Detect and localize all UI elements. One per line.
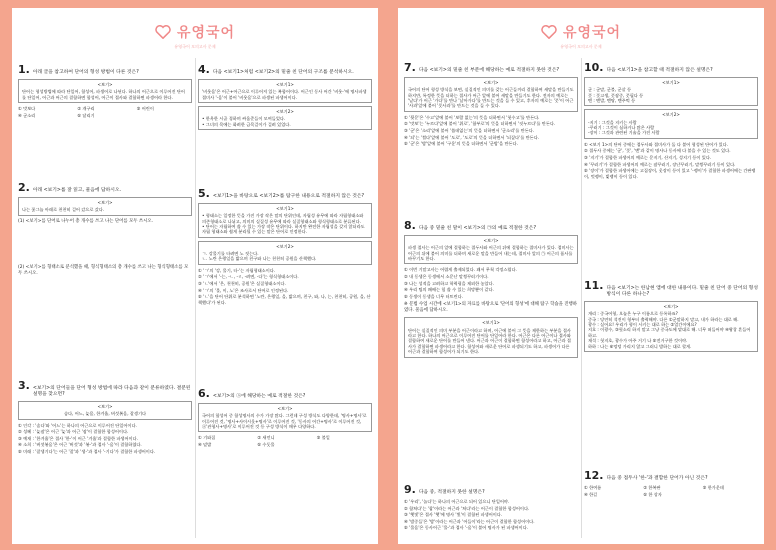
choice: ⑤ 한 상자 bbox=[643, 491, 662, 497]
logo-subtitle: 유영국어 모의고사 문제 bbox=[174, 44, 216, 49]
question-number: 11. bbox=[584, 279, 604, 292]
box-line: 맨 : 맨발, 맨땅, 맨주먹 등 bbox=[588, 98, 636, 104]
choice: ④ 군소리 bbox=[18, 112, 36, 118]
choice: ③ 한가운데 bbox=[702, 485, 724, 490]
choice: ② 내 동생은 동생에서 소문난 말썽꾸러기이다. bbox=[404, 274, 489, 280]
box-title: <보기> bbox=[277, 406, 293, 411]
question-text: <보기>의 단어들을 단어 형성 방법에 따라 다음과 같이 분류하였다. 결분된 설명을 찾으면? bbox=[32, 386, 191, 397]
question-8 bbox=[404, 220, 578, 358]
question-number: 2. bbox=[18, 181, 30, 194]
box-title: <보기2> bbox=[662, 112, 680, 118]
question-5 bbox=[198, 188, 372, 305]
box-text: 국어의 단어 형성 방식을 보면, 실질적인 의미를 갖는 어근들끼리 결합하여 새말을 만들기도 하지만, 특정한 뜻을 더하는 접사가 어근 앞에 붙어 새말을 만들기도 한다. 전자의 예로는 '날다'가 어근 '가다'를 만나 '날아가다'를 만드는 것을 들 수 있고, 후자의 예로는 '풋'이 어근 '사과'앞에 붙어 '풋사과'를 만드는 것을 들 수 있다. bbox=[408, 87, 574, 109]
box-title: <보기1> bbox=[662, 80, 680, 85]
choice: ② 'ㄱ'에서 '-는, -ㄴ, -ㄹ, -려면, -다'는 형식형태소이다. bbox=[198, 274, 299, 280]
choice: ② 한복판 bbox=[643, 485, 661, 490]
question-number: 8. bbox=[404, 219, 416, 232]
example-box bbox=[198, 403, 372, 432]
choice: ③ 어린이 bbox=[136, 106, 154, 112]
box-text: 솜다, 어느, 늦몸, 한겨울, 버섯볶음, 잘생기다 bbox=[63, 411, 147, 417]
box-title: <보기1> bbox=[482, 320, 500, 326]
box-line: ㄴ. 노란 은행잎을 밟으며 친구와 나는 천천히 공원을 산책했다. bbox=[202, 256, 317, 262]
question-number: 10. bbox=[584, 61, 604, 74]
example-box bbox=[404, 235, 578, 264]
choice: ④ 'ㄱ'의 '물, 이, 노'은 조사로서 단어로 인정된다. bbox=[198, 287, 289, 293]
instruction-note: ※ 문법 수업 시간에 <보기1>의 자료를 바탕으로 '단어의 형성'에 대해 탐구 학습을 진행하였다. 물음에 답하시오. bbox=[404, 302, 577, 314]
question-number: 12. bbox=[584, 469, 604, 482]
choice: ① 이번 기말고사는 어렵게 출제되었다. 꽤서 무척 걱정스럽다. bbox=[404, 267, 517, 273]
box-text: 파생 접사는 어근의 앞에 결합하는 접두사와 어근의 뒤에 결합하는 접미사가 있다. 접미사는 어근의 뒤에 붙어 의미를 더하며 새로운 말을 만들어 내는데, 접미사 앞의 ㉠ 어근의 품사를 바꾸기도 한다. bbox=[408, 245, 574, 262]
question-6 bbox=[198, 388, 372, 448]
box-line: 지호 : 이광수, ③헛소리 하지 말고 그냥 중국도에 맡대로 해. 너무 떠들어야 ④왕창 흔들어하고. bbox=[588, 327, 751, 338]
choice: ① 맛보다 bbox=[18, 106, 36, 112]
choice: ④ 우리 팀의 패배는 힘 쓸 수 있는 희망뿐이 같다. bbox=[404, 287, 494, 293]
choice: ② 합쳐다'는 '찹'이라는 어근과 '쳐다'라는 어근이 결합한 합성어이다. bbox=[404, 505, 530, 511]
question-text: 다음 중 밑줄 친 말이 <보기>의 ㉠의 예로 적절한 것은? bbox=[418, 226, 536, 231]
choice: ④ '되'는 '썰다'앞에 붙어 '도로', '도로'의 뜻을 더하면서 '되짚다'를 만든다. bbox=[404, 134, 540, 140]
page-right bbox=[398, 8, 764, 544]
example-box bbox=[198, 203, 372, 238]
choice: ⑤ 미래 : '잘생기다'는 어근 '잘'과 '생-'과 접사 '-기다'가 결합한 파생어이다. bbox=[18, 448, 156, 454]
box-line: • 단어는 자립하여 쓸 수 있는 가장 작은 단위이다. 하지만 완전한 자립성을 갖지 않더라도 자립 형태소와 쉽게 분리될 수 있는 말은 단어로 인정한다. bbox=[202, 224, 365, 235]
question-number: 3. bbox=[18, 379, 30, 392]
question-number: 1. bbox=[18, 63, 30, 76]
choice: ① <보기 1>의 단어 중에는 접두사와 접미사가 둘 다 붙어 형성된 단어가 있다. bbox=[584, 141, 729, 147]
choice-list bbox=[584, 485, 758, 497]
choice: ④ 한길 bbox=[584, 491, 598, 497]
box-text: 단어는 형성방법에 따라 단일어, 합성어, 파생어로 나뉜다. 하나의 어근으로 이루어진 단어를 단일어, 어근과 어근의 결합하면 합성어, 어근이 접사와 결합하면 파생어라 한다. bbox=[22, 89, 185, 100]
choice-list bbox=[198, 435, 372, 447]
question-text: <보기>의 ⓐ에 해당하는 예로 적절한 것은? bbox=[212, 394, 306, 399]
box-line: 하하 : 나는 ⑥엉덩 가리지 않고 그러니 밤하는 대로 할게. bbox=[588, 343, 692, 349]
question-7 bbox=[404, 62, 578, 147]
box-line: -장이 : 그것과 관련된 기술을 가진 사람 bbox=[588, 130, 660, 136]
example-box bbox=[198, 106, 372, 130]
choice-list bbox=[198, 268, 372, 306]
box-line: • 그녀의 목에는 화려한 금목걸이가 걸려 있었다. bbox=[202, 121, 291, 127]
choice: ① 기와집 bbox=[198, 435, 216, 441]
box-title: <보기> bbox=[483, 238, 499, 243]
question-number: 5. bbox=[198, 187, 210, 200]
choice: ⑤ 동생이 동생을 너무 터트린다. bbox=[404, 293, 463, 299]
question-text: 아래 글을 참고하여 단어의 형성 방법이 다른 것은? bbox=[32, 70, 139, 75]
question-text: 다음 <보기1>처럼 <보기2>의 밑줄 친 단어의 구조를 분석하시오. bbox=[212, 70, 354, 75]
question-text: <보기1>을 바탕으로 <보기2>를 탐구한 내용으로 적절하지 않은 것은? bbox=[212, 194, 365, 199]
choice: ③ 나는 성적을 고려하고 학력평을 제외한 놓았다. bbox=[404, 280, 494, 286]
choice-list bbox=[404, 267, 578, 299]
choice: ③ 볼일 bbox=[316, 435, 330, 441]
example-box bbox=[198, 79, 372, 103]
example-box bbox=[404, 77, 578, 112]
box-line: • 한옥한 시골 경하며 싸움준들이 모여들었다. bbox=[202, 116, 286, 122]
question-number: 7. bbox=[404, 61, 416, 74]
choice: ③ '지기'가 결합한 파생어의 예로는 문지기, 산지기, 성지기 등이 있다. bbox=[584, 155, 712, 161]
box-line: 중국 : 당연히 석진이 형부터 출력해야. 다른 ①군말하지 말고, 내가 하라는 대로 해. bbox=[588, 316, 739, 322]
box-line: 재석 : 헛지호, 광수가 아주 거기 나 ⑤전거구한 것이야. bbox=[588, 338, 688, 344]
box-line: 풋 : 풋고생, 풋잠중, 풋필다 등 bbox=[588, 92, 644, 98]
example-box bbox=[584, 301, 758, 352]
box-title: <보기1> bbox=[276, 82, 294, 87]
example-box bbox=[404, 317, 578, 357]
choice: ⑤ 달리기 bbox=[77, 112, 95, 118]
choice: ① '뒷문'은 '수고'앞에 붙어 '보람 없는'의 뜻을 더하면서 '헛수고'를 만든다. bbox=[404, 114, 540, 120]
sub-question: (1) <보기>를 단어로 나누어 총 개수를 쓰고 나는 단어를 모두 쓰시오. bbox=[18, 218, 153, 224]
choice-list bbox=[404, 499, 578, 531]
heart-logo-icon bbox=[541, 25, 557, 39]
page-left bbox=[12, 8, 378, 544]
choice-list bbox=[18, 106, 192, 118]
box-title: <보기> bbox=[97, 82, 113, 87]
choice: ③ '햇빛'은 접사 '햇'에 명사 '빛'이 결합된 파생어이다. bbox=[404, 512, 503, 518]
choice: ⑤ '군'은 '밤'앞에 붙어 '구운'의 뜻을 더하면서 '군밤'을 만든다. bbox=[404, 141, 518, 147]
question-text: 다음 중, 적절하지 못한 설명은? bbox=[418, 490, 485, 495]
choice: ① '우리', '놀다'는 하나의 어근으로 되어 있으니 단일어야. bbox=[404, 499, 510, 504]
choice: ④ 소희 : '버섯볶음'은 어근 '버섯'과 '볶-'과 접사 '-음'이 결합하였다. bbox=[18, 442, 142, 448]
choice: ① 한여름 bbox=[584, 485, 602, 490]
question-11 bbox=[584, 280, 758, 352]
example-box bbox=[18, 79, 192, 103]
box-text: 국어의 합성어 중 합성명사의 수가 가장 많다. 그런데 구성 방식도 다양한데, '명사+명사'로 이루어진 것, '명사+사이시옷+명사'로 이루어진 것, '동사의 어간+명사'로 이루어진 것, ⓐ'관형사+명사'로 이루어진 것 등 구성 방식이 매우 다양하다. bbox=[202, 413, 367, 430]
logo-text: 유영국어 bbox=[562, 25, 622, 41]
box-title: <보기1> bbox=[276, 206, 294, 211]
box-title: <보기2> bbox=[276, 109, 294, 115]
logo bbox=[398, 22, 764, 50]
box-text: '비웃음'은 어근+어근으로 이루어져 있는 복합어이다. 어근인 동사 어간 '비웃-'에 명사파생접미사 '-음'이 붙어 '비웃음'으로 파생된 파생어이다. bbox=[202, 89, 367, 100]
choice-list bbox=[404, 115, 578, 147]
choice: ③ 예재 : '한겨울'은 접사 '한-'이 어근 '겨울'과 결합한 파생어이다. bbox=[18, 435, 138, 441]
choice: ⑤ '장이'가 결합한 파생어에는 고집장이, 옷장이 등이 있고 '-쟁이'가 결합한 파생어에는 간판쟁이, 멋쟁이, 빚쟁이 등이 있다. bbox=[584, 168, 756, 179]
logo-text: 유영국어 bbox=[176, 25, 236, 41]
box-line: • 형태소는 일정한 뜻을 가진 가장 작은 말의 단위인데, 자립성 유무에 따라 자립형태소와 의존형태소로 나뉘고, 의미의 실질성 유무에 따라 실질형태소와 형식형태소로 분류된다. bbox=[202, 213, 364, 224]
question-text: 다음 <보기>는 한남현 앱에 대한 내용이다. 밑줄 친 단어 중 단어의 형성 방식이 다른 하나는? bbox=[606, 286, 758, 297]
logo bbox=[12, 22, 378, 50]
question-4 bbox=[198, 64, 372, 130]
box-line: ㄱ. 강물기를 타려면 노 젓는다. bbox=[202, 251, 259, 257]
box-title: <보기> bbox=[483, 80, 499, 85]
choice: ② 새언니 bbox=[257, 435, 275, 441]
choice: ① 'ㄱ'의 '강, 물기, 타-'는 자립형태소이다. bbox=[198, 267, 276, 273]
question-10 bbox=[584, 62, 758, 179]
box-text: 단어는 실질적인 의미 부분을 어근이라고 하며, 어근에 붙어 그 뜻을 제한하는 부분을 접사라고 한다. 하나의 어근으로 이루어진 단어를 단일어라 한다. 어근은 다른 어근이나 접사와 결합하여 새로운 단어를 만들어 낸다. 어근과 어근이 결합하면 합성어라고 하고, 어근과 접사가 결합하면 파생어라고 한다. 합성어와 새로운 단어로 파생되기도 하고, 파생어가 다른 어근과 결합하여 합성어가 되기도 한다. bbox=[408, 327, 571, 355]
question-1 bbox=[18, 64, 192, 118]
choice: ② 접두사 중에는 '군', '풋', '맨'과 같이 명사나 동사에 다 붙을 수 있는 것도 있다. bbox=[584, 148, 731, 154]
box-title: <보기> bbox=[663, 304, 679, 309]
choice: ② 성혜 : '늦잠'은 어근 '늦'과 어근 '잠'이 결합한 합성어이다. bbox=[18, 429, 129, 435]
question-3 bbox=[18, 380, 192, 455]
logo-subtitle: 유영국어 모의고사 문제 bbox=[560, 44, 602, 49]
example-box bbox=[584, 109, 758, 138]
box-line: 광수 : 실어요! 우리가 형이 시키는 대로 하는 ②얼간이에요? bbox=[588, 322, 697, 328]
choice: ① 인각 : '솜다'와 '어느'는 하나의 어근으로 이루어진 단일어이다. bbox=[18, 422, 137, 428]
question-9 bbox=[404, 484, 578, 531]
choice: ④ '밤중들'은 '밤'이라는 어근과 '어들이'라는 어근이 결합한 합성어이다. bbox=[404, 518, 535, 524]
choice-list bbox=[584, 142, 758, 180]
choice: ③ 'ㄴ'에서 '은, 천천히, 공원'은 실질형태소이다. bbox=[198, 281, 286, 287]
box-line: -지기 : 그것을 지키는 사람 bbox=[588, 119, 637, 125]
choice-list bbox=[18, 423, 192, 455]
question-text: 다음 중 접두사 '한-'과 결합한 단어가 아닌 것은? bbox=[606, 476, 708, 481]
heart-logo-icon bbox=[155, 25, 171, 39]
choice: ④ '꾸러기'가 결합한 파생어의 예로는 잠꾸러기, 장난꾸러기, 말썽꾸러기 등이 있다. bbox=[584, 161, 736, 167]
choice: ⑤ 수돗물 bbox=[257, 442, 275, 448]
question-text: 다음 <보기>의 밑줄 친 부분에 해당하는 예로 적절하지 못한 것은? bbox=[418, 68, 559, 73]
question-number: 9. bbox=[404, 483, 416, 496]
choice: ⑤ 'ㄴ'을 단어 단위로 분석하면 '노란, 은행잎, 을, 밟으며, 친구, 와, 나, 는, 천천히, 공원, 을, 산책했다'가 된다. bbox=[198, 294, 371, 305]
box-title: <보기2> bbox=[276, 243, 294, 249]
example-box bbox=[18, 197, 192, 216]
choice: ③ '군'은 '소리'앞에 붙어 '쓸데없는'의 뜻을 더하면서 '군소리'를 만든다. bbox=[404, 128, 535, 134]
question-text: 아래 <보기>를 잘 읽고, 물음에 답하시오. bbox=[32, 188, 122, 193]
example-box bbox=[584, 77, 758, 106]
box-line: -꾸러기 : 그것이 심하거나 많은 사람 bbox=[588, 125, 655, 131]
box-title: <보기> bbox=[97, 404, 113, 409]
question-text: 다음 <보기1>을 참고할 때 적절하지 않은 설명은? bbox=[606, 68, 713, 73]
choice: ② '맛보'는 '누르다'앞에 붙어 '위로', '함부로'의 뜻을 더하면서 '짓누르다'를 만든다. bbox=[404, 121, 556, 127]
sub-question: (2) <보기>를 형태소로 분석했을 때, 형식형태소의 총 개수를 쓰고 나는 형식형태소를 모두 쓰시오. bbox=[18, 264, 189, 276]
question-number: 6. bbox=[198, 387, 210, 400]
choice: ⑤ '물음'은 동사어근 '물-'과 접사 '-음'이 붙어 명사가 된 파생어이다. bbox=[404, 525, 529, 531]
example-box bbox=[198, 241, 372, 265]
box-line: 개리 : 중국어형, 오늘은 누구 이름으로 등록하죠? bbox=[588, 311, 678, 317]
box-text: 나는 꽃그늘 아래로 천천히 걸어 갔으로 갔다. bbox=[22, 207, 105, 213]
box-line: 군 : 군말, 군불, 군살 등 bbox=[588, 87, 632, 93]
question-12 bbox=[584, 470, 758, 497]
question-number: 4. bbox=[198, 63, 210, 76]
example-box bbox=[18, 401, 192, 420]
choice: ④ 덮밥 bbox=[198, 442, 212, 448]
choice: ② 개구리 bbox=[77, 106, 95, 112]
box-title: <보기> bbox=[97, 200, 113, 205]
question-2 bbox=[18, 182, 192, 277]
